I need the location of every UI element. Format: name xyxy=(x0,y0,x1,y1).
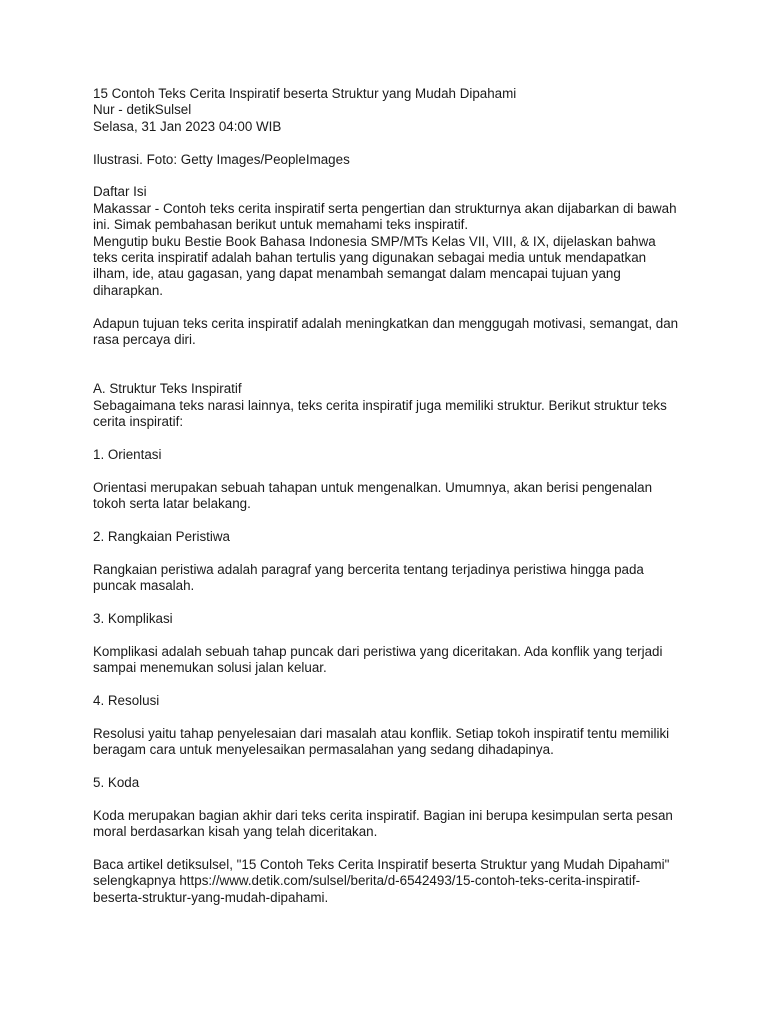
item-heading-orientasi: 1. Orientasi xyxy=(93,446,162,462)
section-a-intro: Sebagaimana teks narasi lainnya, teks cerita inspiratif juga memiliki struktur. Berikut struktur teks cerita inspiratif: xyxy=(93,397,667,430)
item-body-rangkaian-peristiwa: Rangkaian peristiwa adalah paragraf yang bercerita tentang terjadinya peristiwa hingga pada puncak masalah. xyxy=(93,561,644,594)
spacer xyxy=(93,791,683,807)
item-heading-rangkaian-peristiwa: 2. Rangkaian Peristiwa xyxy=(93,528,230,544)
spacer xyxy=(93,676,683,692)
item-heading-resolusi: 4. Resolusi xyxy=(93,692,160,708)
spacer xyxy=(93,758,683,774)
document-body xyxy=(93,86,683,906)
item-heading-komplikasi: 3. Komplikasi xyxy=(93,610,173,626)
footer-note: Baca artikel detiksulsel, "15 Contoh Teks Cerita Inspiratif beserta Struktur yang Mudah Dipahami" selengkapnya https://www.detik.com/sulsel/berita/d-6542493/15-contoh-teks-cerita-inspiratif-beserta-struktur-yang-mudah-dipahami. xyxy=(93,856,670,905)
item-heading-koda: 5. Koda xyxy=(93,774,140,790)
spacer xyxy=(93,594,683,610)
spacer xyxy=(93,840,683,856)
section-a-heading: A. Struktur Teks Inspiratif xyxy=(93,381,242,397)
item-body-orientasi: Orientasi merupakan sebuah tahapan untuk mengenalkan. Umumnya, akan berisi pengenalan tokoh serta latar belakang. xyxy=(93,479,653,512)
spacer xyxy=(93,168,683,184)
item-body-resolusi: Resolusi yaitu tahap penyelesaian dari masalah atau konflik. Setiap tokoh inspiratif tentu memiliki beragam cara untuk menyelesaikan permasalahan yang sedang dihadapinya. xyxy=(93,725,670,758)
intro-paragraph-2: Mengutip buku Bestie Book Bahasa Indonesia SMP/MTs Kelas VII, VIII, & IX, dijelaskan bahwa teks cerita inspiratif adalah bahan tertulis yang digunakan sebagai media untuk mendapatkan ilham, ide, atau gagasan, yang dapat menambah semangat dalam mencapai tujuan yang diharapkan. xyxy=(93,233,656,298)
spacer xyxy=(93,512,683,528)
article-title: 15 Contoh Teks Cerita Inspiratif beserta Struktur yang Mudah Dipahami xyxy=(93,86,517,101)
item-body-koda: Koda merupakan bagian akhir dari teks cerita inspiratif. Bagian ini berupa kesimpulan serta pesan moral berdasarkan kisah yang telah diceritakan. xyxy=(93,807,673,840)
spacer xyxy=(93,348,683,381)
spacer xyxy=(93,463,683,479)
spacer xyxy=(93,430,683,446)
spacer xyxy=(93,709,683,725)
photo-caption: Ilustrasi. Foto: Getty Images/PeopleImages xyxy=(93,151,350,167)
spacer xyxy=(93,545,683,561)
item-body-komplikasi: Komplikasi adalah sebuah tahap puncak dari peristiwa yang diceritakan. Ada konflik yang terjadi sampai menemukan solusi jalan keluar. xyxy=(93,643,663,676)
spacer xyxy=(93,627,683,643)
toc-label: Daftar Isi xyxy=(93,184,147,200)
intro-paragraph-1: Makassar - Contoh teks cerita inspiratif serta pengertian dan strukturnya akan dijabarkan di bawah ini. Simak pembahasan berikut untuk memahami teks inspiratif. xyxy=(93,200,677,233)
spacer xyxy=(93,135,683,151)
article-date: Selasa, 31 Jan 2023 04:00 WIB xyxy=(93,118,282,134)
article-author: Nur - detikSulsel xyxy=(93,102,192,118)
intro-paragraph-3: Adapun tujuan teks cerita inspiratif adalah meningkatkan dan menggugah motivasi, semangat, dan rasa percaya diri. xyxy=(93,315,679,348)
spacer xyxy=(93,299,683,315)
